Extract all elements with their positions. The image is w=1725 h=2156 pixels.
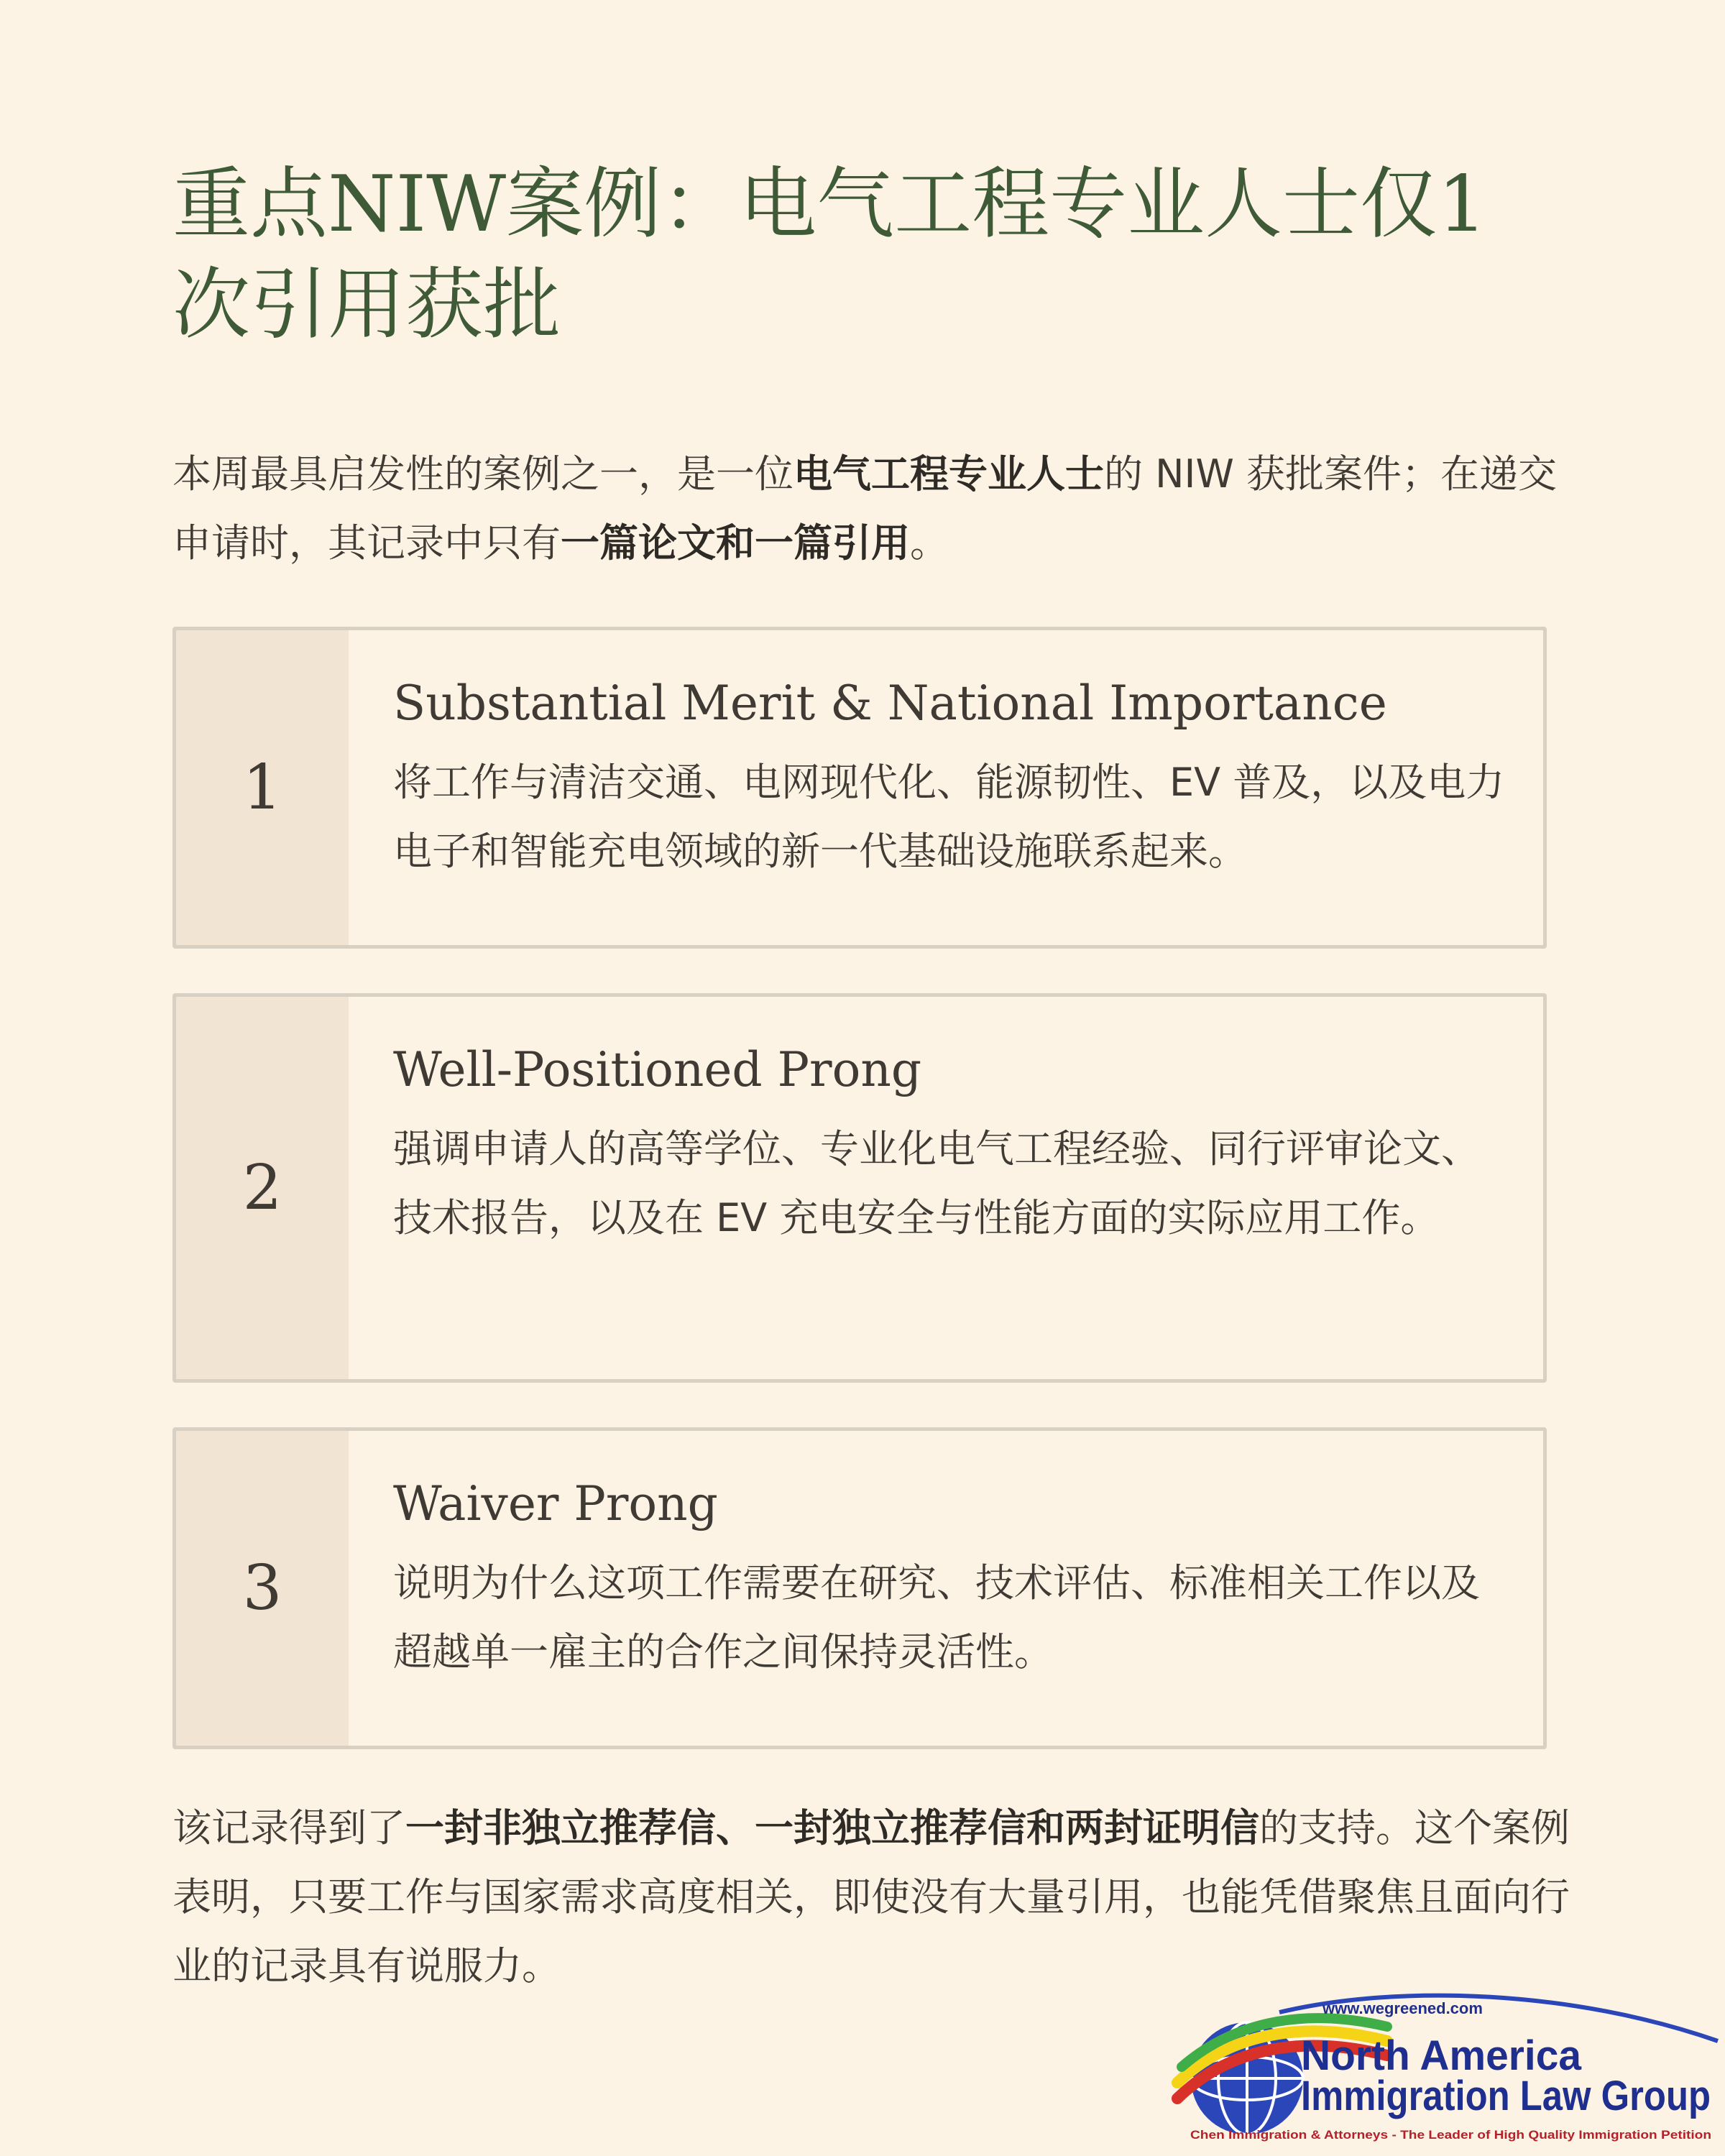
- outro-text: 的支持。这个案例表明，只要工作与国家需求高度相关，即使没有大量引用，也能凭借聚焦且面向行业的记录具有说服力。: [172, 1805, 1570, 1989]
- card-title: Well-Positioned Prong: [393, 1042, 922, 1097]
- card-title: Waiver Prong: [393, 1476, 718, 1531]
- intro-highlight: 一篇论文和一篇引用: [561, 520, 910, 566]
- card-title: Substantial Merit & National Importance: [393, 676, 1387, 731]
- logo-line1: North America: [1301, 2032, 1582, 2079]
- outro-text: 该记录得到了: [172, 1805, 405, 1851]
- card-number-column: [176, 997, 349, 1379]
- intro-highlight: 电气工程专业人士: [794, 451, 1104, 497]
- logo-url: www.wegreened.com: [1322, 1999, 1483, 2017]
- prong-card: [172, 627, 1547, 949]
- logo-tagline: Chen Immigration & Attorneys - The Leader of High Quality Immigration Petition: [1190, 2128, 1711, 2142]
- logo-line2: Immigration Law Group: [1301, 2073, 1711, 2119]
- intro-text: 的 NIW 获批案件；在递交申请时，其记录中只有: [172, 451, 1558, 566]
- card-number: 2: [242, 1152, 282, 1224]
- prong-card: [172, 1427, 1547, 1749]
- card-number: 1: [242, 752, 282, 824]
- card-text: 说明为什么这项工作需要在研究、技术评估、标准相关工作以及超越单一雇主的合作之间保持灵活性。: [393, 1560, 1480, 1674]
- page-title: 重点NIW案例：电气工程专业人士仅1次引用获批: [172, 160, 1487, 350]
- company-logo: [1172, 1991, 1725, 2156]
- card-text: 强调申请人的高等学位、专业化电气工程经验、同行评审论文、技术报告，以及在 EV 充电安全与性能方面的实际应用工作。: [393, 1126, 1480, 1240]
- intro-text: 。: [910, 520, 949, 566]
- card-body: [349, 630, 1543, 945]
- card-body: [349, 1431, 1543, 1746]
- intro-text: 本周最具启发性的案例之一，是一位: [172, 451, 794, 497]
- card-text: 将工作与清洁交通、电网现代化、能源韧性、EV 普及，以及电力电子和智能充电领域的新一代基础设施联系起来。: [393, 760, 1505, 874]
- outro-highlight: 一封非独立推荐信、一封独立推荐信和两封证明信: [405, 1805, 1259, 1851]
- card-number-column: [176, 1431, 349, 1746]
- card-number: 3: [242, 1552, 282, 1624]
- prong-card: [172, 993, 1547, 1383]
- closing-paragraph: [172, 1794, 1581, 2001]
- intro-paragraph: [172, 440, 1581, 578]
- card-number-column: [176, 630, 349, 945]
- card-body: [349, 997, 1543, 1379]
